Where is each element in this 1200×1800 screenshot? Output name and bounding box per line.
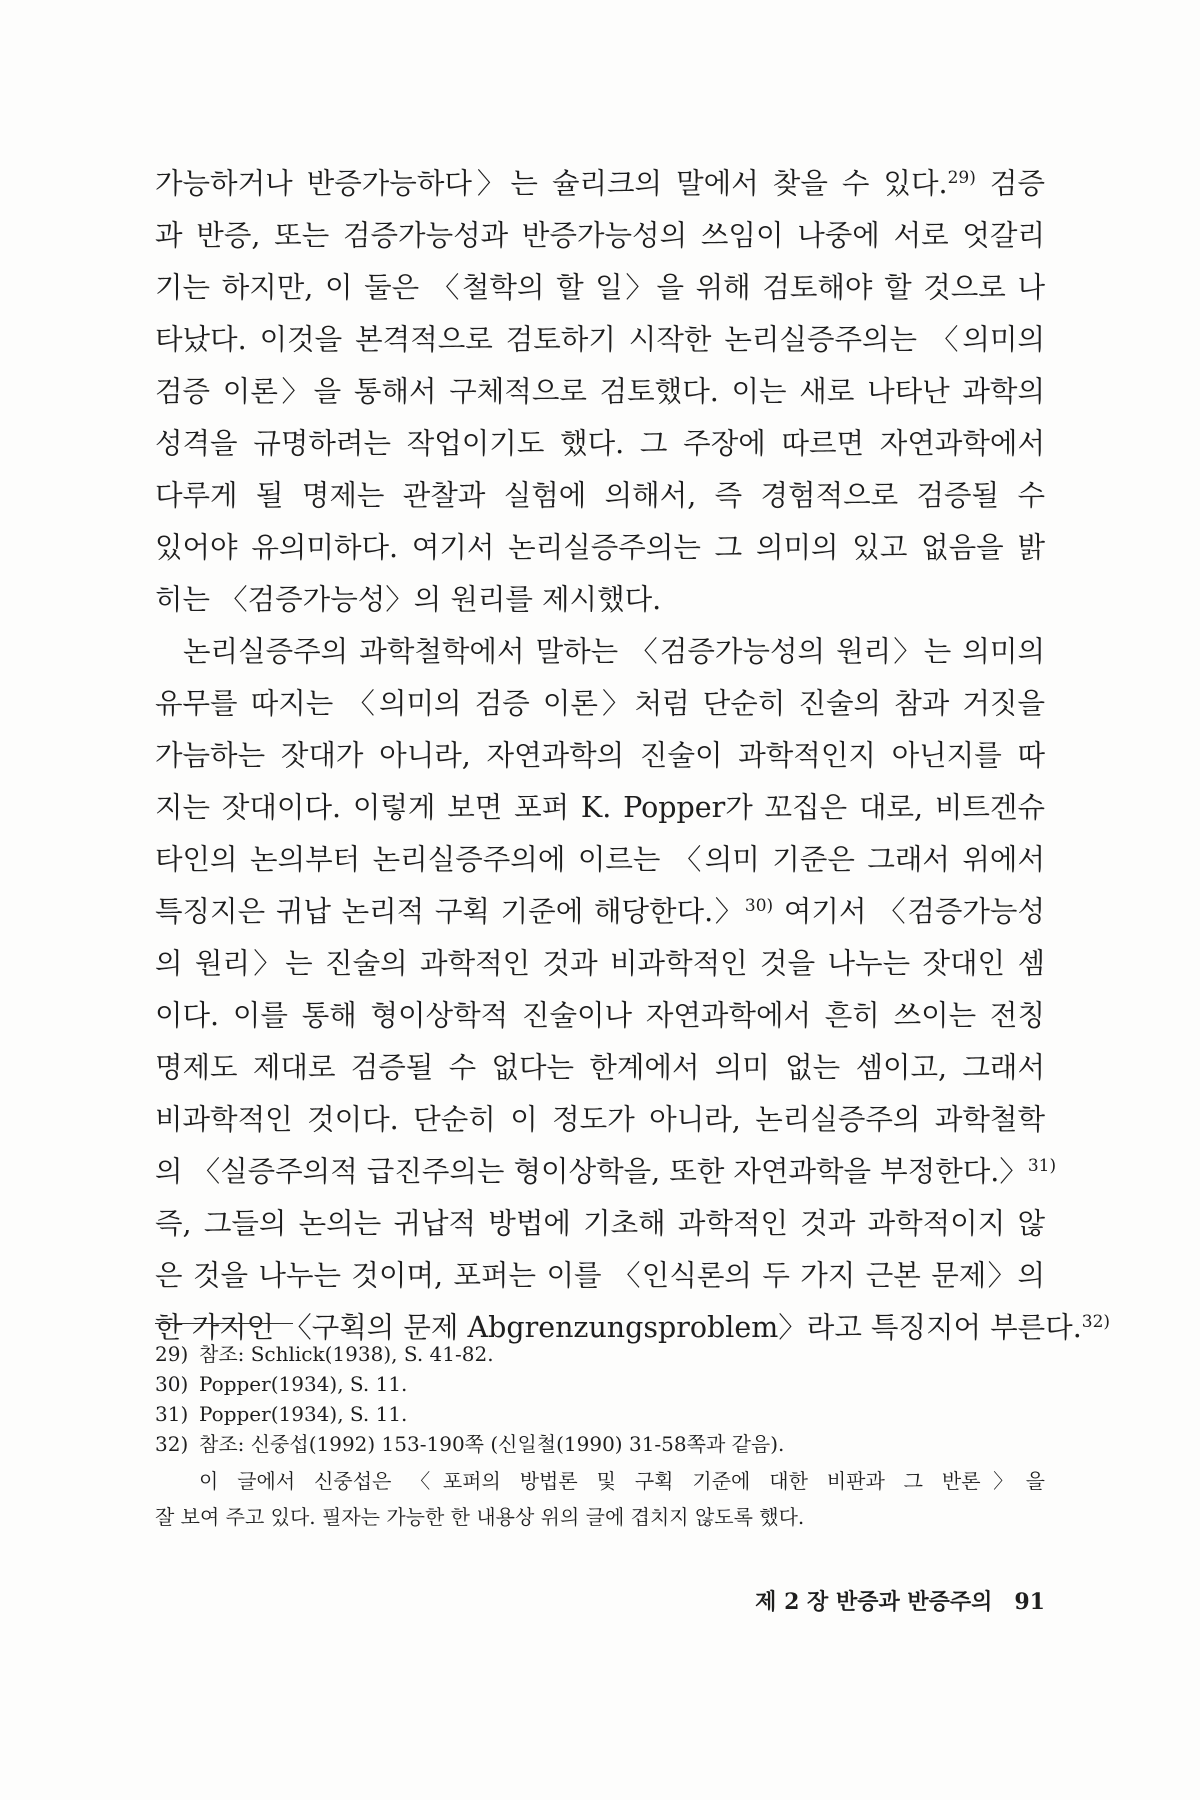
footnote-number: 31) [155, 1402, 189, 1426]
text-line [155, 678, 1045, 730]
footnote-separator [155, 1323, 293, 1324]
text-line [155, 938, 1045, 990]
text-line [155, 886, 1045, 938]
text-line [155, 262, 1045, 314]
text-line [155, 730, 1045, 782]
footnote-number: 32) [155, 1432, 189, 1456]
line-text: 타났다. 이것을 본격적으로 검토하기 시작한 논리실증주의는 〈의미의 [155, 323, 1045, 356]
text-line [155, 1042, 1045, 1094]
footnote-marker[interactable]: 29) [947, 168, 976, 188]
footnote-text: 참조: 신중섭(1992) 153-190쪽 (신일철(1990) 31-58쪽과 같음). [199, 1432, 785, 1456]
footnote-continuation: 잘 보여 주고 있다. 필자는 가능한 한 내용상 위의 글에 겹치지 않도록 했다. [155, 1505, 805, 1529]
text-line [155, 1198, 1045, 1250]
running-footer-chapter: 제 2 장 반증과 반증주의 [755, 1589, 993, 1615]
text-line [155, 1146, 1057, 1198]
line-text: 성격을 규명하려는 작업이기도 했다. 그 주장에 따르면 자연과학에서 [155, 427, 1045, 460]
line-text: 은 것을 나누는 것이며, 포퍼는 이를 〈인식론의 두 가지 근본 문제〉의 [155, 1259, 1045, 1292]
text-line [155, 990, 1045, 1042]
text-line [155, 470, 1045, 522]
footnote-text: 참조: Schlick(1938), S. 41-82. [199, 1342, 494, 1366]
text-line [155, 574, 1045, 626]
line-text-after-marker: 여기서 〈검증가능성 [773, 895, 1045, 928]
footnote-number: 29) [155, 1342, 189, 1366]
text-line [155, 834, 1045, 886]
text-line [155, 522, 1045, 574]
footnote-text: Popper(1934), S. 11. [199, 1372, 408, 1396]
footnote-continuation: 이 글에서 신중섭은 〈포퍼의 방법론 및 구획 기준에 대한 비판과 그 반론〉을 [199, 1469, 1045, 1493]
line-text: 논리실증주의 과학철학에서 말하는 〈검증가능성의 원리〉는 의미의 [183, 635, 1045, 668]
line-text: 비과학적인 것이다. 단순히 이 정도가 아니라, 논리실증주의 과학철학 [155, 1103, 1045, 1136]
line-text: 한 가지인 〈구획의 문제 Abgrenzungsproblem〉라고 특징지어 부른다. [155, 1311, 1082, 1344]
line-text: 있어야 유의미하다. 여기서 논리실증주의는 그 의미의 있고 없음을 밝 [155, 531, 1045, 564]
line-text-after-marker: 검증 [975, 167, 1045, 200]
line-text: 기는 하지만, 이 둘은 〈철학의 할 일〉을 위해 검토해야 할 것으로 나 [155, 271, 1045, 304]
footnote-marker[interactable]: 31) [1027, 1156, 1057, 1176]
page-footer [755, 1585, 1045, 1616]
text-line [155, 366, 1045, 418]
footnote [155, 1429, 1045, 1459]
text-line [155, 314, 1045, 366]
text-line [155, 1250, 1045, 1302]
line-text: 이다. 이를 통해 형이상학적 진술이나 자연과학에서 흔히 쓰이는 전칭 [155, 999, 1045, 1032]
paragraph [155, 626, 1111, 1354]
footnote-number: 30) [155, 1372, 189, 1396]
line-text: 타인의 논의부터 논리실증주의에 이르는 〈의미 기준은 그래서 위에서 [155, 843, 1045, 876]
line-text: 명제도 제대로 검증될 수 없다는 한계에서 의미 없는 셈이고, 그래서 [155, 1051, 1045, 1084]
line-text: 의 〈실증주의적 급진주의는 형이상학을, 또한 자연과학을 부정한다.〉 [155, 1155, 1028, 1188]
text-line [155, 1094, 1045, 1146]
line-text: 즉, 그들의 논의는 귀납적 방법에 기초해 과학적인 것과 과학적이지 않 [155, 1207, 1045, 1240]
text-line [155, 418, 1045, 470]
footnote [155, 1369, 1045, 1399]
footnote [155, 1399, 1045, 1429]
line-text: 검증 이론〉을 통해서 구체적으로 검토했다. 이는 새로 나타난 과학의 [155, 375, 1045, 408]
line-text: 가늠하는 잣대가 아니라, 자연과학의 진술이 과학적인지 아닌지를 따 [155, 739, 1045, 772]
line-text: 지는 잣대이다. 이렇게 보면 포퍼 K. Popper가 꼬집은 대로, 비트겐슈 [155, 791, 1045, 824]
paragraph [155, 158, 1045, 626]
line-text: 의 원리〉는 진술의 과학적인 것과 비과학적인 것을 나누는 잣대인 셈 [155, 947, 1045, 980]
text-line [155, 158, 1045, 210]
footnote-text: Popper(1934), S. 11. [199, 1402, 408, 1426]
page-number: 91 [1014, 1589, 1045, 1615]
body-text [155, 158, 1111, 1354]
footnote-marker[interactable]: 30) [744, 896, 774, 916]
line-text: 가능하거나 반증가능하다〉는 슐리크의 말에서 찾을 수 있다. [155, 167, 948, 200]
text-line [155, 210, 1045, 262]
footnote-marker[interactable]: 32) [1081, 1312, 1111, 1332]
text-line [155, 782, 1045, 834]
footnotes [155, 1339, 1045, 1535]
footnote [155, 1339, 1045, 1369]
line-text: 다루게 될 명제는 관찰과 실험에 의해서, 즉 경험적으로 검증될 수 [155, 479, 1045, 512]
text-line [155, 626, 1045, 678]
line-text: 히는 〈검증가능성〉의 원리를 제시했다. [155, 583, 662, 616]
line-text: 유무를 따지는 〈의미의 검증 이론〉처럼 단순히 진술의 참과 거짓을 [155, 687, 1045, 720]
line-text: 특징지은 귀납 논리적 구획 기준에 해당한다.〉 [155, 895, 745, 928]
line-text: 과 반증, 또는 검증가능성과 반증가능성의 쓰임이 나중에 서로 엇갈리 [155, 219, 1045, 252]
